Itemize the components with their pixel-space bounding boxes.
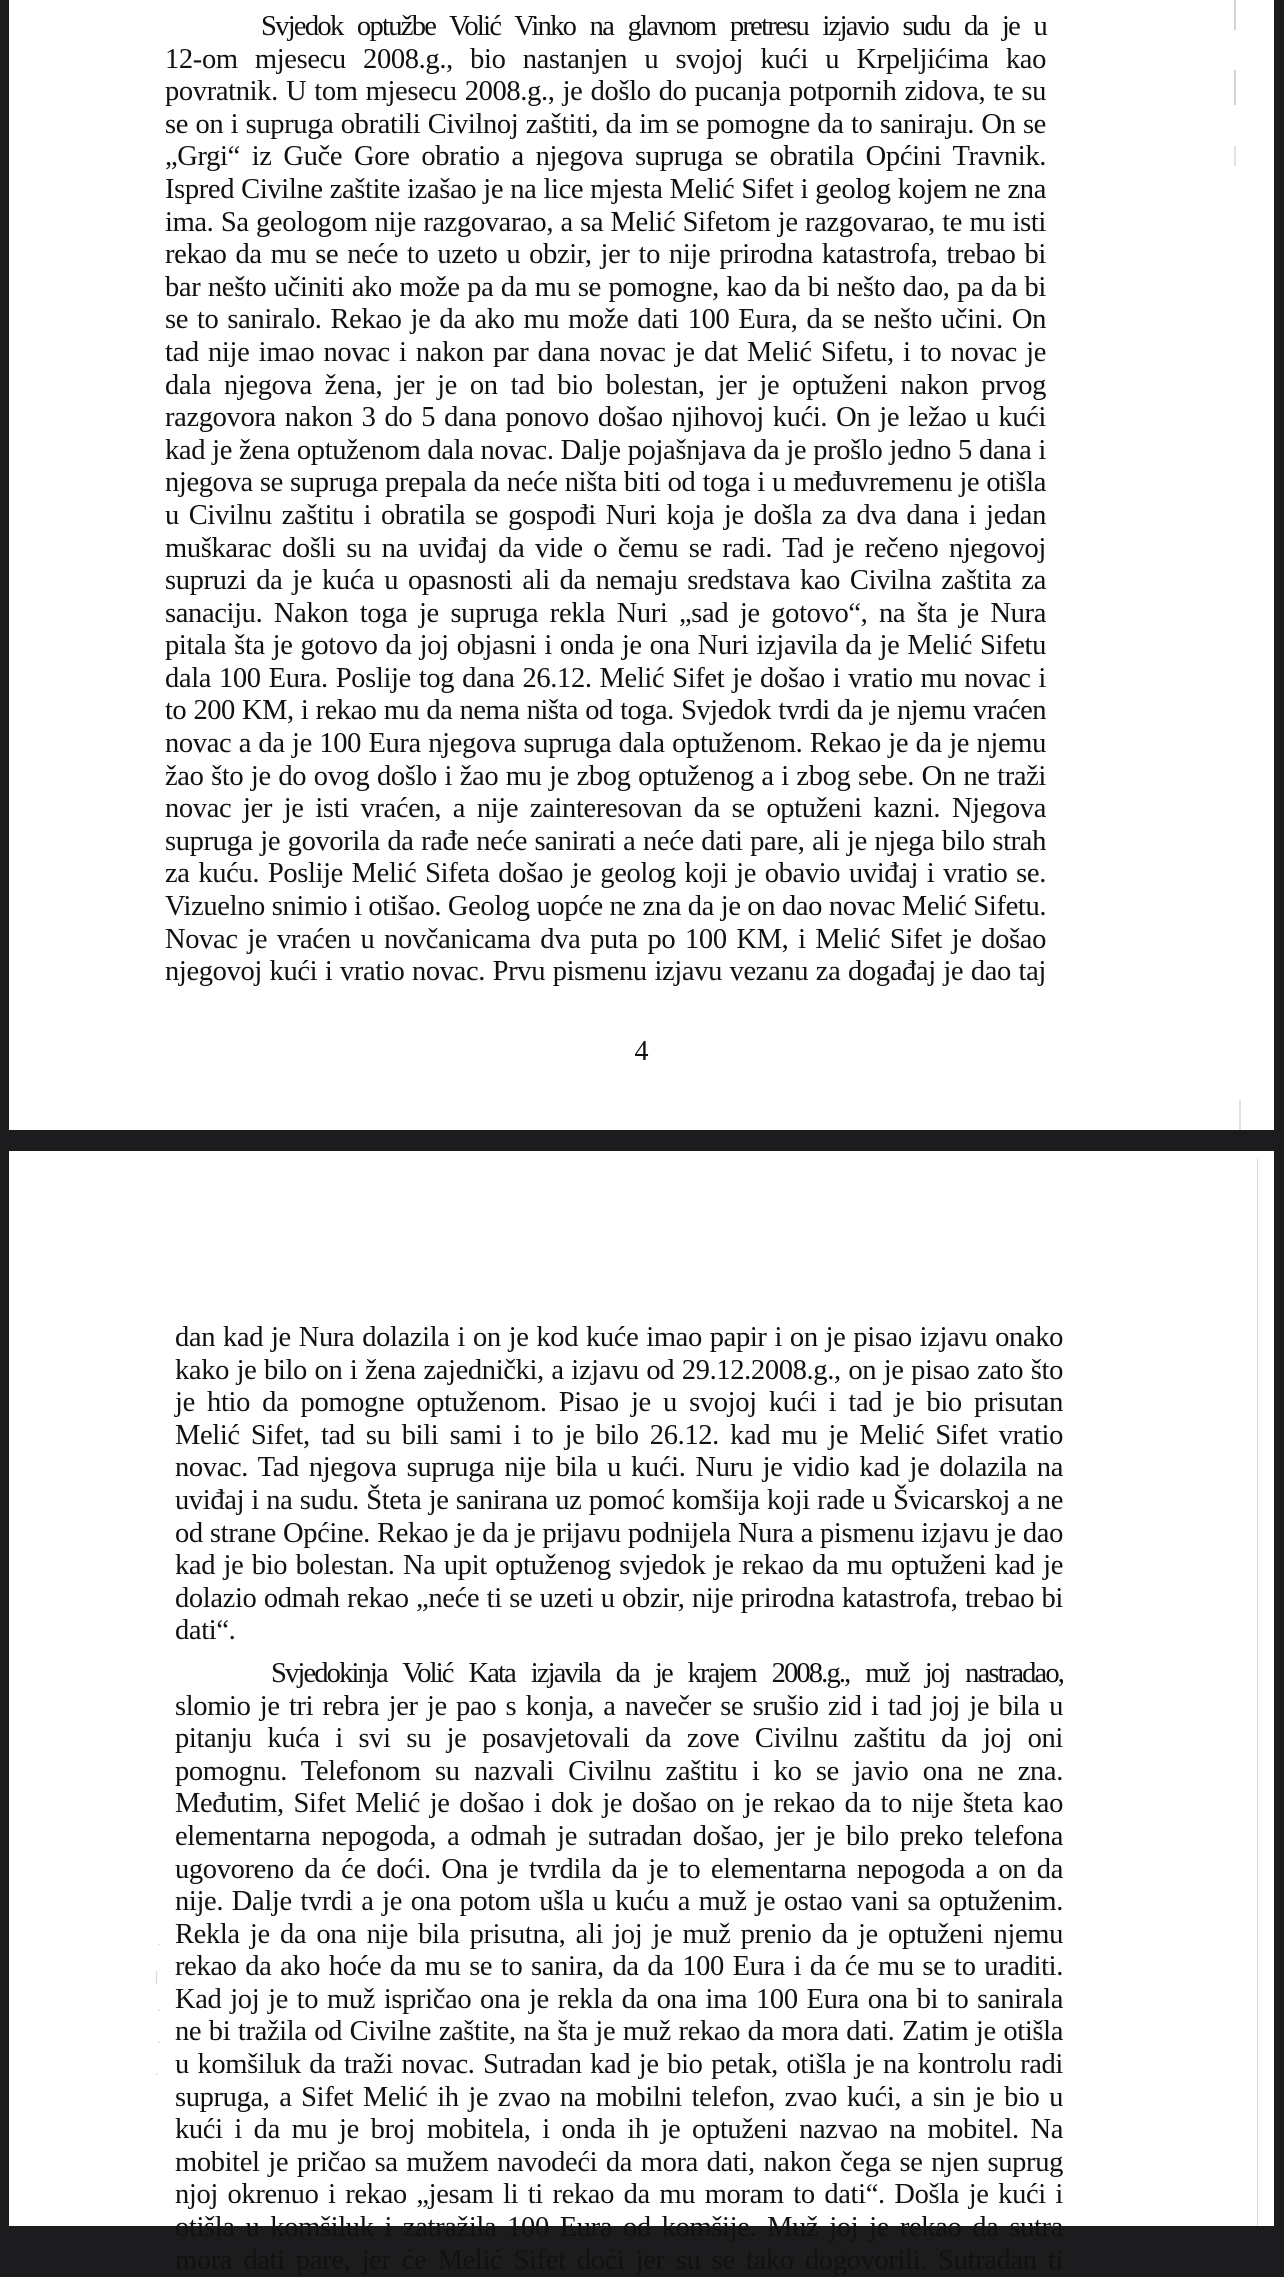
text-line: Ispred Civilne zaštite izašao je na lice mjesta Melić Sifet i geolog kojem ne zna [165, 173, 1046, 205]
scan-speck: · [157, 2035, 161, 2049]
text-line: Svjedokinja Volić Kata izjavila da je krajem 2008.g., muž joj nastradao, [271, 1657, 1063, 1689]
text-line: njegovoj kući i vratio novac. Prvu pismenu izjavu vezanu za događaj je dao taj [165, 956, 1046, 988]
text-line: se on i supruga obratili Civilnoj zaštiti, da im se pomogne da to saniraju. On se [165, 108, 1046, 140]
scan-speck: · [157, 2003, 161, 2017]
text-line: bar nešto učiniti ako može pa da mu se pomogne, kao da bi nešto dao, pa da bi [165, 271, 1046, 303]
text-line: Novac je vraćen u novčanicama dva puta po 100 KM, i Melić Sifet je došao [165, 923, 1046, 955]
scan-speck: ⸽ [155, 1971, 159, 1985]
scan-edge-mark [1239, 1100, 1241, 1130]
text-line: njoj okrenuo i rekao „jesam li ti rekao da mu moram to dati“. Došla je kući i [175, 2179, 1063, 2211]
scan-edge-mark [1234, 0, 1236, 30]
text-line: dala 100 Eura. Poslije tog dana 26.12. Melić Sifet je došao i vratio mu novac i [165, 662, 1046, 694]
text-line: za kuću. Poslije Melić Sifeta došao je geolog koji je obavio uviđaj i vratio se. [165, 858, 1046, 890]
text-line: Kad joj je to muž ispričao ona je rekla da ona ima 100 Eura ona bi to sanirala [175, 1983, 1063, 2015]
scan-edge-line [1257, 1159, 1258, 2226]
text-line: Rekla je da ona nije bila prisutna, ali joj je muž prenio da je optuženi njemu [175, 1918, 1063, 1950]
text-line: kako je bilo on i žena zajednički, a izjavu od 29.12.2008.g., on je pisao zato što [175, 1354, 1063, 1386]
text-line: supruga je govorila da rađe neće sanirati a neće dati pare, ali je njega bilo strah [165, 825, 1046, 857]
text-line: „Grgi“ iz Guče Gore obratio a njegova supruga se obratila Općini Travnik. [165, 141, 1046, 173]
text-line: muškarac došli su na uviđaj da vide o čemu se radi. Tad je rečeno njegovoj [165, 532, 1046, 564]
text-line: sanaciju. Nakon toga je supruga rekla Nuri „sad je gotovo“, na šta je Nura [165, 597, 1046, 629]
text-line: od strane Općine. Rekao je da je prijavu podnijela Nura a pismenu izjavu je dao [175, 1517, 1063, 1549]
text-line: mobitel je pričao sa mužem navodeći da mora dati, nakon čega se njen suprug [175, 2146, 1063, 2178]
document-page-2 [9, 1151, 1274, 2276]
text-line: žao što je do ovog došlo i žao mu je zbog optuženog a i zbog sebe. On ne traži [165, 760, 1046, 792]
scan-edge-mark [1234, 70, 1236, 105]
scan-edge-mark [1234, 146, 1236, 166]
text-line: kad je bio bolestan. Na upit optuženog svjedok je rekao da mu optuženi kad je [175, 1550, 1063, 1582]
scan-speck: · [157, 1937, 161, 1951]
document-page-1 [9, 0, 1274, 1130]
text-line: ima. Sa geologom nije razgovarao, a sa Melić Sifetom je razgovarao, te mu isti [165, 206, 1046, 238]
text-line: novac a da je 100 Eura njegova supruga dala optuženom. Rekao je da je njemu [165, 728, 1046, 760]
page-number: 4 [634, 1036, 649, 1067]
text-line: Vizuelno snimio i otišao. Geolog uopće ne zna da je on dao novac Melić Sifetu. [165, 891, 1047, 923]
text-line: Međutim, Sifet Melić je došao i dok je došao on je rekao da to nije šteta kao [175, 1788, 1063, 1820]
text-line: dala njegova žena, jer je on tad bio bolestan, jer je optuženi nakon prvog [165, 369, 1046, 401]
text-line: uviđaj i na sudu. Šteta je sanirana uz pomoć komšija koji rade u Švicarskoj a ne [175, 1484, 1063, 1516]
text-line: ne bi tražila od Civilne zaštite, na šta je muž rekao da mora dati. Zatim je otišla [175, 2016, 1063, 2048]
text-line: to 200 KM, i rekao mu da nema ništa od toga. Svjedok tvrdi da je njemu vraćen [165, 695, 1046, 727]
text-line: 12-om mjesecu 2008.g., bio nastanjen u svojoj kući u Krpeljićima kao [165, 43, 1046, 75]
text-line: elementarna nepogoda, a odmah je sutradan došao, jer je bilo preko telefona [175, 1820, 1063, 1852]
text-line: supruzi da je kuća u opasnosti ali da nemaju sredstava kao Civilna zaštita za [165, 565, 1046, 597]
text-line: pomognu. Telefonom su nazvali Civilnu zaštitu i ko se javio ona ne zna. [175, 1755, 1063, 1787]
text-line: otišla u komšiluk i zatražila 100 Eura od komšije. Muž joj je rekao da sutra [175, 2212, 1063, 2244]
text-line: dolazio odmah rekao „neće ti se uzeti u obzir, nije prirodna katastrofa, trebao bi [175, 1582, 1063, 1614]
text-line: nije. Dalje tvrdi a je ona potom ušla u kuću a muž je ostao vani sa optuženim. [175, 1886, 1063, 1918]
text-line: tad nije imao novac i nakon par dana novac je dat Melić Sifetu, i to novac je [165, 336, 1046, 368]
text-line: se to saniralo. Rekao je da ako mu može dati 100 Eura, da se nešto učini. On [165, 304, 1046, 336]
text-line: Svjedok optužbe Volić Vinko na glavnom pretresu izjavio sudu da je u [261, 11, 1046, 42]
text-line: supruga, a Sifet Melić ih je zvao na mobilni telefon, zvao kući, a sin je bio u [175, 2081, 1063, 2113]
text-line: ugovoreno da će doći. Ona je tvrdila da je to elementarna nepogoda a on da [175, 1853, 1063, 1885]
text-line: je htio da pomogne optuženom. Pisao je u svojoj kući i tad je bio prisutan [175, 1387, 1063, 1419]
text-line: novac jer je isti vraćen, a nije zainteresovan da se optuženi kazni. Njegova [165, 793, 1046, 825]
text-line: rekao da mu se neće to uzeto u obzir, jer to nije prirodna katastrofa, trebao bi [165, 239, 1046, 271]
page-2-body-text [175, 1322, 1063, 2277]
text-line: povratnik. U tom mjesecu 2008.g., je došlo do pucanja potpornih zidova, te su [165, 76, 1046, 108]
text-line: novac. Tad njegova supruga nije bila u kući. Nuru je vidio kad je dolazila na [175, 1452, 1063, 1484]
text-line: u Civilnu zaštitu i obratila se gospođi Nuri koja je došla za dva dana i jedan [165, 499, 1046, 531]
text-line: pitanju kuća i svi su je posavjetovali da zove Civilnu zaštitu da joj oni [175, 1723, 1063, 1755]
text-line: kući i da mu je broj mobitela, i onda ih je optuženi nazvao na mobitel. Na [175, 2114, 1063, 2146]
text-line: razgovora nakon 3 do 5 dana ponovo došao njihovoj kući. On je ležao u kući [165, 402, 1046, 434]
text-line: dan kad je Nura dolazila i on je kod kuće imao papir i on je pisao izjavu onako [175, 1322, 1063, 1353]
page-1-body-text [165, 11, 1046, 989]
text-line: dati“. [175, 1615, 236, 1647]
text-line: Melić Sifet, tad su bili sami i to je bilo 26.12. kad mu je Melić Sifet vratio [175, 1419, 1063, 1451]
text-line: slomio je tri rebra jer je pao s konja, a navečer se srušio zid i tad joj je bila u [175, 1690, 1063, 1722]
text-line: njegova se supruga prepala da neće ništa biti od toga i u međuvremenu je otišla [165, 467, 1046, 499]
text-line: pitala šta je gotovo da joj objasni i onda je ona Nuri izjavila da je Melić Sifetu [165, 630, 1046, 662]
text-line: kad je žena optuženom dala novac. Dalje pojašnjava da je prošlo jedno 5 dana i [165, 434, 1046, 466]
text-line: rekao da ako hoće da mu se to sanira, da da 100 Eura i da će mu se to uraditi. [175, 1951, 1063, 1983]
scan-speck: · [155, 2067, 159, 2081]
text-line: u komšiluk da traži novac. Sutradan kad je bio petak, otišla je na kontrolu radi [175, 2049, 1063, 2081]
text-line: mora dati pare, jer će Melić Sifet doći jer su se tako dogovorili. Sutradan ti [175, 2244, 1063, 2276]
